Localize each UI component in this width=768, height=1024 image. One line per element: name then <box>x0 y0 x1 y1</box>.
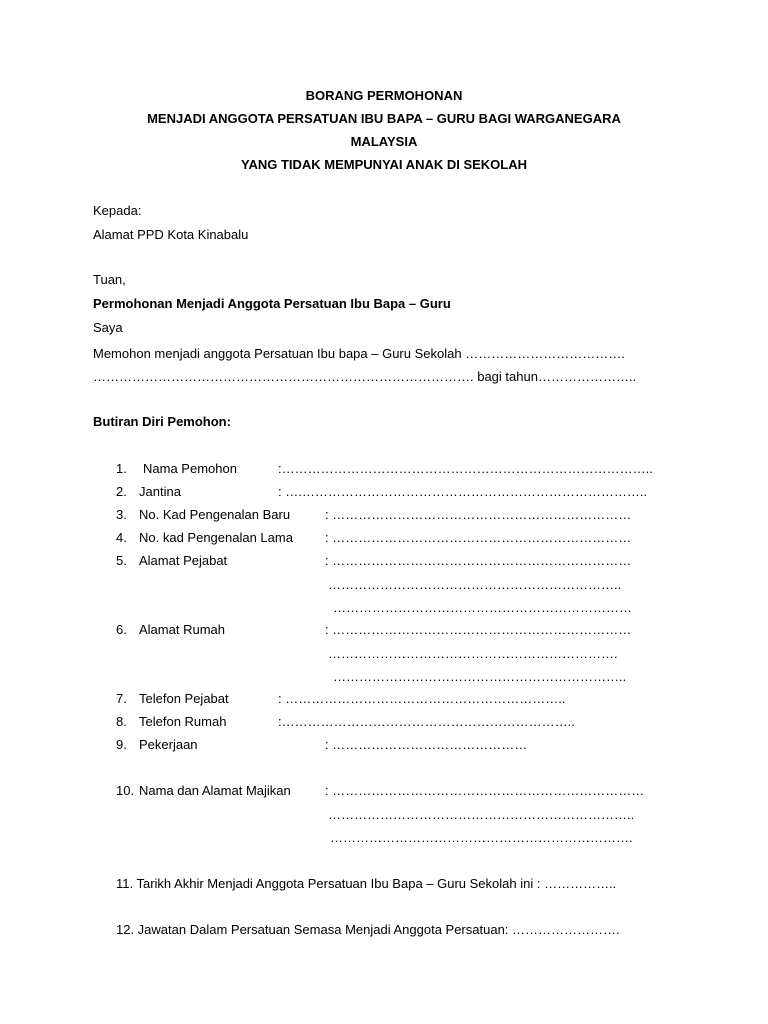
field-label-jantina: Jantina <box>139 484 181 499</box>
field-label-alamat-pejabat: Alamat Pejabat <box>139 553 228 568</box>
question-11[interactable]: 11. Tarikh Akhir Menjadi Anggota Persatuan Ibu Bapa – Guru Sekolah ini : …………….. <box>116 876 617 891</box>
field-label-kad-baru: No. Kad Pengenalan Baru <box>139 507 291 522</box>
form-title: BORANG PERMOHONAN <box>305 88 463 103</box>
field-number: 6. <box>116 622 127 637</box>
field-blank-nama-pemohon[interactable]: :………………………………………………………………………….. <box>278 461 653 476</box>
field-blank-pekerjaan[interactable]: : ……………………………………… <box>325 737 528 752</box>
field-label-majikan: Nama dan Alamat Majikan <box>139 783 291 798</box>
recipient-label: Kepada: <box>93 203 142 218</box>
field-blank-alamat-pejabat-2[interactable]: ………………………………………………………….. <box>328 577 622 592</box>
field-number: 1. <box>116 461 127 476</box>
field-blank-telefon-pejabat[interactable]: : ……………………………………………………….. <box>278 691 566 706</box>
field-label-pekerjaan: Pekerjaan <box>139 737 198 752</box>
form-title-line-2: MENJADI ANGGOTA PERSATUAN IBU BAPA – GURU BAGI WARGANEGARA <box>147 111 621 126</box>
form-title-line-3: MALAYSIA <box>350 134 418 149</box>
field-label-telefon-pejabat: Telefon Pejabat <box>139 691 229 706</box>
field-blank-alamat-pejabat[interactable]: : …………………………………………………………… <box>325 553 632 568</box>
letter-subject: Permohonan Menjadi Anggota Persatuan Ibu Bapa – Guru <box>93 296 451 311</box>
field-number: 10. <box>116 783 135 798</box>
form-title-line-4: YANG TIDAK MEMPUNYAI ANAK DI SEKOLAH <box>240 157 528 172</box>
field-number: 9. <box>116 737 127 752</box>
question-12[interactable]: 12. Jawatan Dalam Persatuan Semasa Menjadi Anggota Persatuan: ……………………. <box>116 922 620 937</box>
field-label-kad-lama: No. kad Pengenalan Lama <box>139 530 293 545</box>
field-blank-alamat-rumah-3[interactable]: ………………………………………………………….. <box>333 669 627 684</box>
field-blank-alamat-rumah-2[interactable]: …………………………………………………………. <box>328 646 618 661</box>
salutation: Tuan, <box>93 272 126 287</box>
field-number: 2. <box>116 484 127 499</box>
field-number: 5. <box>116 553 127 568</box>
field-blank-majikan[interactable]: : ……………………………………………………………… <box>325 783 645 798</box>
field-label-nama-pemohon: Nama Pemohon <box>143 461 237 476</box>
field-blank-telefon-rumah[interactable]: :………………………………………………………….. <box>278 714 575 729</box>
field-number: 8. <box>116 714 127 729</box>
section-heading: Butiran Diri Pemohon: <box>93 414 231 429</box>
field-blank-kad-baru[interactable]: : …………………………………………………………… <box>325 507 632 522</box>
field-label-telefon-rumah: Telefon Rumah <box>139 714 227 729</box>
field-number: 3. <box>116 507 127 522</box>
field-blank-jantina[interactable]: : ….…………………………………………………………………….. <box>278 484 648 499</box>
field-blank-kad-lama[interactable]: : …………………………………………………………… <box>325 530 632 545</box>
field-blank-majikan-2[interactable]: …………………………………………………………….. <box>328 807 635 822</box>
field-number: 7. <box>116 691 127 706</box>
field-blank-alamat-pejabat-3[interactable]: …………………………………………………………… <box>333 600 632 615</box>
letter-body-line-2: ……………………………………………………………………………. bagi tahun………………….. <box>93 369 637 384</box>
field-blank-majikan-3[interactable]: ……………………………………………………………. <box>330 830 633 845</box>
field-blank-alamat-rumah[interactable]: : …………………………………………………………… <box>325 622 632 637</box>
recipient-address: Alamat PPD Kota Kinabalu <box>93 227 249 242</box>
field-number: 4. <box>116 530 127 545</box>
field-label-alamat-rumah: Alamat Rumah <box>139 622 225 637</box>
letter-saya: Saya <box>93 320 123 335</box>
letter-body-line-1: Memohon menjadi anggota Persatuan Ibu bapa – Guru Sekolah ………………………………. <box>93 346 625 361</box>
